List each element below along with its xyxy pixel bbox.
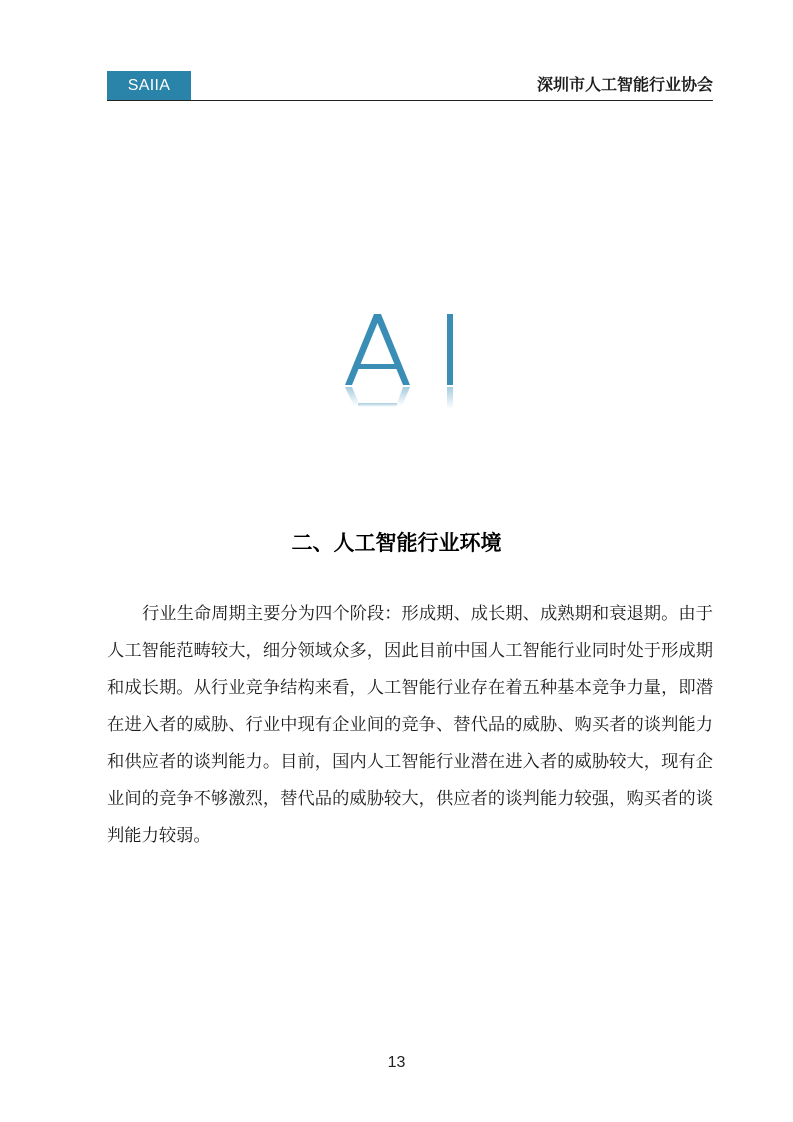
section-title: 二、人工智能行业环境 <box>291 531 502 555</box>
ai-logo <box>330 300 470 420</box>
ai-logo-letters <box>345 314 453 385</box>
header-divider <box>107 100 713 101</box>
page-number: 13 <box>387 1054 406 1071</box>
ai-logo-reflection <box>345 387 453 409</box>
header-organization: 深圳市人工智能行业协会 <box>536 75 713 94</box>
header-badge: SAIIA <box>107 71 191 100</box>
body-paragraph: 行业生命周期主要分为四个阶段：形成期、成长期、成熟期和衰退期。由于人工智能范畴较大，细分领域众多，因此目前中国人工智能行业同时处于形成期和成长期。从行业竞争结构来看，人工智能行业存在着五种基本竞争力量，即潜在进入者的威胁、行业中现有企业间的竞争、替代品的威胁、购买者的谈判能力和供应者的谈判能力。目前，国内人工智能行业潜在进入者的威胁较大，现有企业间的竞争不够激烈，替代品的威胁较大，供应者的谈判能力较强，购买者的谈判能力较弱。 <box>107 604 713 846</box>
